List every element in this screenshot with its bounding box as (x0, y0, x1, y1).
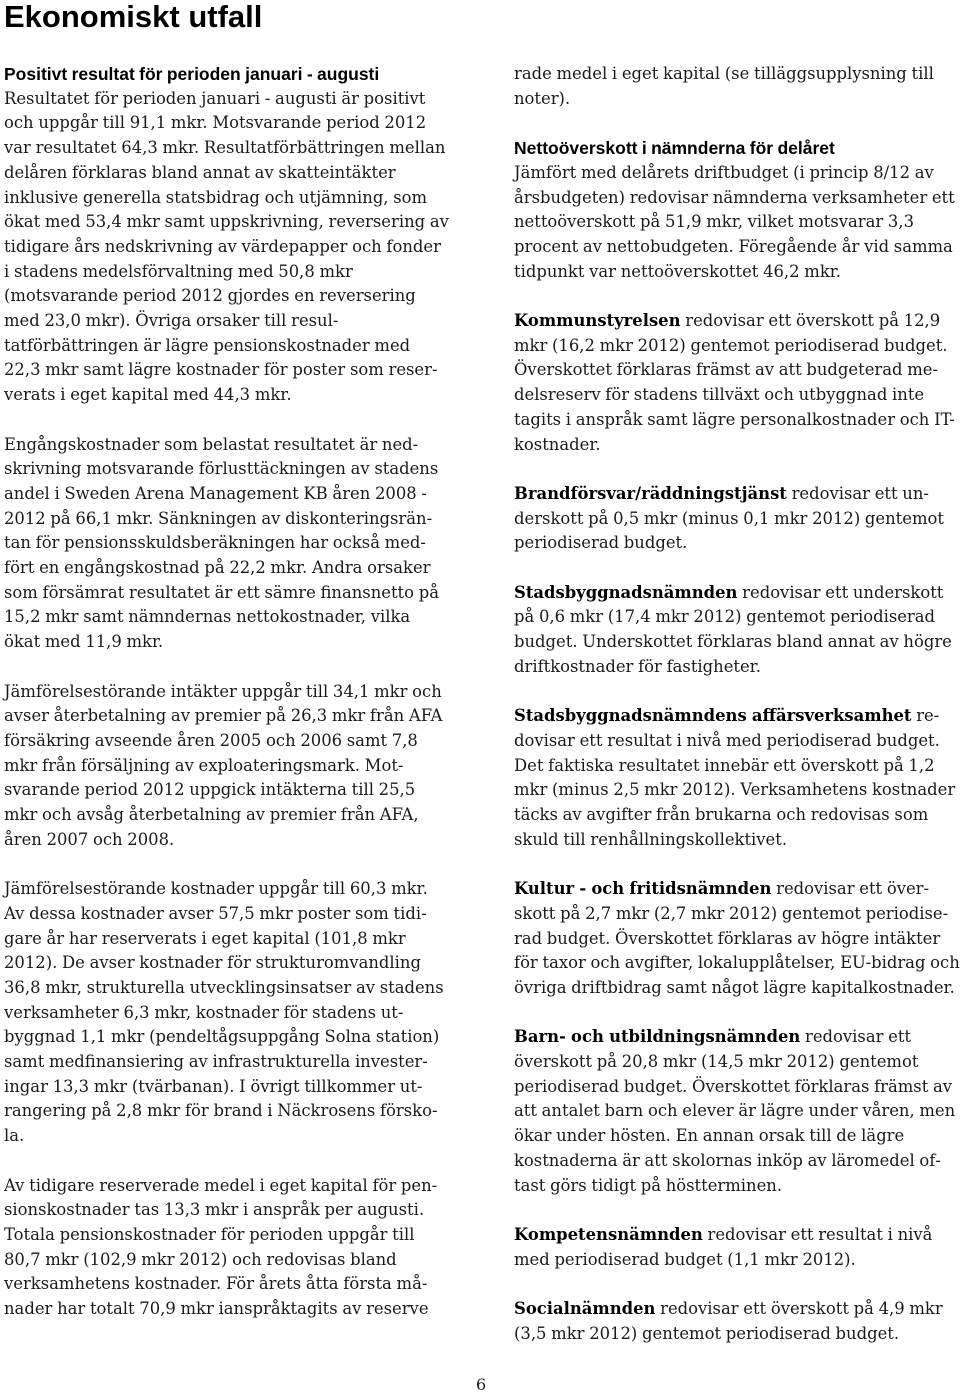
left-column (4, 62, 450, 1322)
committee-text: redovisar ett överskott på 20,8 mkr (14,5 mkr 2012) gentemot periodiserad budget. Överskottet förklaras främst av att antalet barn och elever är lägre under våren, men ökar under hösten. En annan orsak till de lägre kostnaderna är att skolornas inköp av läromedel oftast görs tidigt på höstterminen. (514, 1027, 956, 1195)
committee-text: redovisar ett resultat i nivå med periodiserad budget. Det faktiska resultatet innebär ett överskott på 1,2 mkr (minus 2,5 mkr 2012). Verksamhetens kostnader täcks av avgifter från brukarna och redovisas som skuld till renhållningskollektivet. (514, 706, 956, 849)
committee-name: Stadsbyggnadsnämndens affärsverksamhet (514, 706, 912, 726)
paragraph-pension-costs: Av tidigare reserverade medel i eget kapital för pensionskostnader tas 13,3 mkr i anspråk per augusti. Totala pensionskostnader för perioden uppgår till 80,7 mkr (102,9 mkr 2012) och redovisas bland verksamhetens kostnader. För årets åtta första månader har totalt 70,9 mkr ianspråktagits av reserve (4, 1175, 438, 1319)
committee-name: Kultur - och fritidsnämnden (514, 879, 772, 899)
committee-text: redovisar ett underskott på 0,5 mkr (minus 0,1 mkr 2012) gentemot periodiserad budget. (514, 483, 944, 553)
committee-paragraph (514, 877, 960, 1001)
section-heading-net-surplus: Nettoöverskott i nämnderna för delåret (514, 138, 835, 159)
committee-name: Stadsbyggnadsnämnden (514, 582, 738, 602)
committee-paragraph (514, 1025, 960, 1198)
paragraph-net-surplus-intro: Jämfört med delårets driftbudget (i princip 8/12 av årsbudgeten) redovisar nämnderna verksamheter ett nettoöverskott på 51,9 mkr, vilket motsvarar 3,3 procent av nettobudgeten. Föregående år vid samma tidpunkt var nettoöverskottet 46,2 mkr. (514, 162, 955, 281)
page-title: Ekonomiskt utfall (4, 0, 263, 34)
paragraph-result-summary: Resultatet för perioden januari - augusti är positivt och uppgår till 91,1 mkr. Motsvarande period 2012 var resultatet 64,3 mkr. Resultatförbättringen mellan delåren förklaras bland annat av skatteintäkter inklusive generella statsbidrag och utjämning, som ökat med 53,4 mkr samt uppskrivning, reversering av tidigare års nedskrivning av värdepapper och fonder i stadens medelsförvaltning med 50,8 mkr (motsvarande period 2012 gjordes en reversering med 23,0 mkr). Övriga orsaker till resultatförbättringen är lägre pensionskostnader med 22,3 mkr samt lägre kostnader för poster som reserverats i eget kapital med 44,3 mkr. (4, 88, 449, 405)
paragraph-comparison-costs: Jämförelsestörande kostnader uppgår till 60,3 mkr. Av dessa kostnader avser 57,5 mkr poster som tidigare år har reserverats i eget kapital (101,8 mkr 2012). De avser kostnader för strukturomvandling 36,8 mkr, strukturella utvecklingsinsatser av stadens verksamheter 6,3 mkr, kostnader för stadens utbyggnad 1,1 mkr (pendeltågsuppgång Solna station) samt medfinansiering av infrastrukturella investeringar 13,3 mkr (tvärbanan). I övrigt tillkommer utrangering på 2,8 mkr för brand i Näckrosens förskola. (4, 879, 444, 1146)
committee-paragraph (514, 482, 960, 556)
committee-text: redovisar ett överskott på 12,9 mkr (16,2 mkr 2012) gentemot periodiserad budget. Överskottet förklaras främst av att budgeterad medelsreserv för stadens tillväxt och utbyggnad inte tagits i anspråk samt lägre personalkostnader och IT-kostnader. (514, 311, 955, 454)
committee-text: redovisar ett resultat i nivå med periodiserad budget (1,1 mkr 2012). (514, 1224, 933, 1269)
paragraph-comparison-income: Jämförelsestörande intäkter uppgår till 34,1 mkr och avser återbetalning av premier på 26,3 mkr från AFA försäkring avseende åren 2005 och 2006 samt 7,8 mkr från försäljning av exploateringsmark. Motsvarande period 2012 uppgick intäkterna till 25,5 mkr och avsåg återbetalning av premier från AFA, åren 2007 och 2008. (4, 681, 443, 849)
committee-text: redovisar ett överskott på 4,9 mkr (3,5 mkr 2012) gentemot periodiserad budget. (514, 1299, 943, 1343)
committee-paragraph (514, 309, 960, 457)
committee-paragraph (514, 1223, 960, 1272)
committee-name: Kommunstyrelsen (514, 311, 681, 330)
committee-paragraph (514, 704, 960, 852)
committee-name: Brandförsvar/räddningstjänst (514, 483, 787, 503)
committee-text: redovisar ett underskott på 0,6 mkr (17,4 mkr 2012) gentemot periodiserad budget. Underskottet förklaras bland annat av högre driftkostnader för fastigheter. (514, 582, 952, 676)
committee-paragraph (514, 1297, 960, 1346)
committee-paragraph (514, 581, 960, 680)
section-heading-result: Positivt resultat för perioden januari - augusti (4, 64, 380, 84)
committee-text: redovisar ett överskott på 2,7 mkr (2,7 mkr 2012) gentemot periodiserad budget. Överskottet förklaras av högre intäkter för taxor och avgifter, lokalupplåtelser, EU-bidrag och övriga driftbidrag samt något lägre kapitalkostnader. (514, 879, 960, 997)
paragraph-one-time-costs: Engångskostnader som belastat resultatet är nedskrivning motsvarande förlusttäckningen av stadens andel i Sweden Arena Management KB åren 2008 - 2012 på 66,1 mkr. Sänkningen av diskonteringsräntan för pensionsskuldsberäkningen har också medfört en engångskostnad på 22,2 mkr. Andra orsaker som försämrat resultatet är ett sämre finansnetto på 15,2 mkr samt nämndernas nettokostnader, vilka ökat med 11,9 mkr. (4, 434, 439, 652)
page-number: 6 (476, 1375, 487, 1394)
right-column (514, 62, 960, 1346)
committee-name: Socialnämnden (514, 1299, 656, 1319)
paragraph-continuation: rade medel i eget kapital (se tilläggsupplysning till noter). (514, 64, 934, 108)
committee-name: Kompetensnämnden (514, 1224, 703, 1244)
committee-name: Barn- och utbildningsnämnden (514, 1027, 801, 1047)
